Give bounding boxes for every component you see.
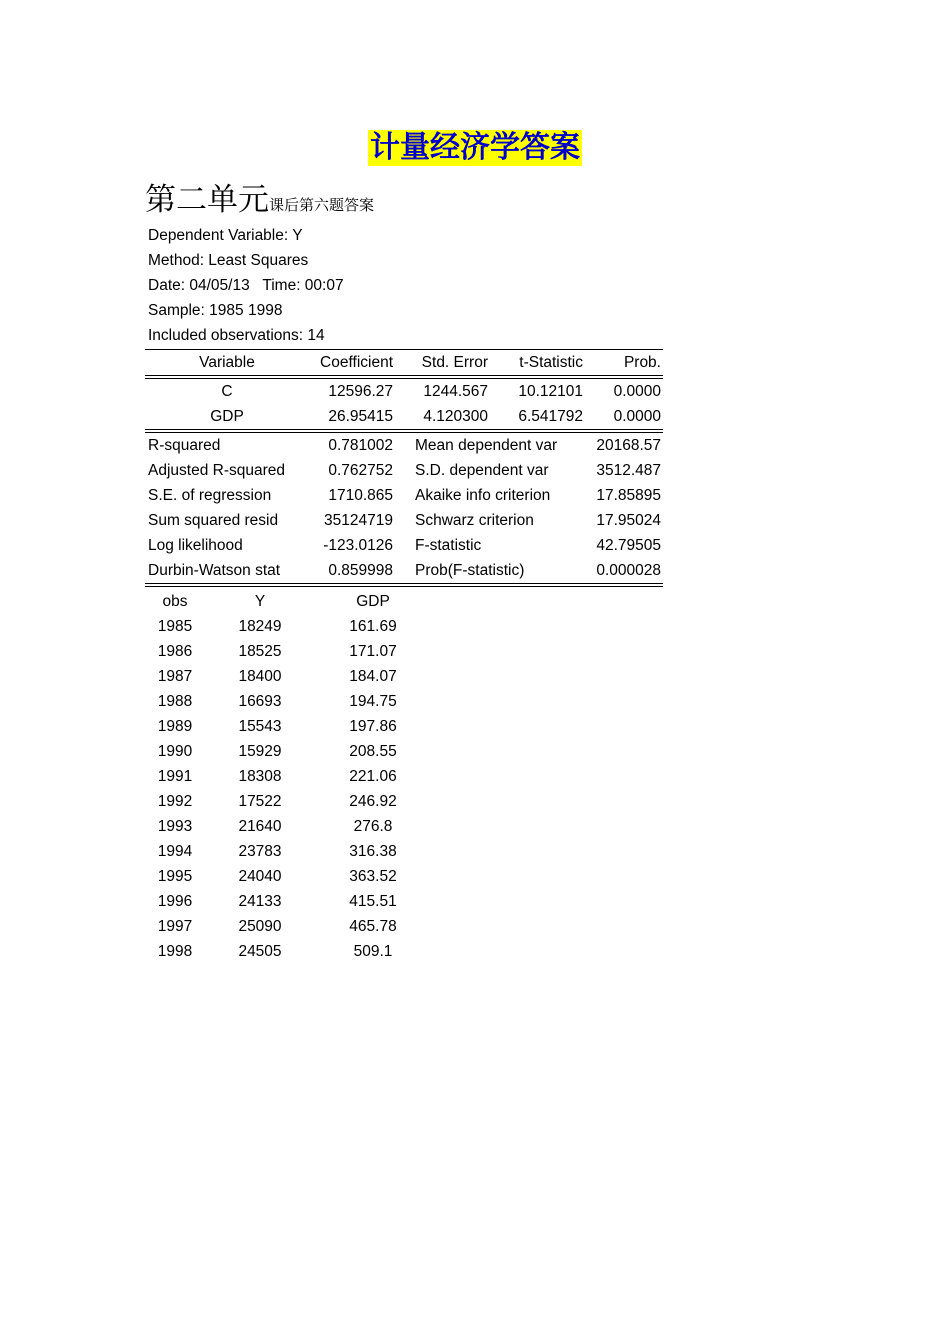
cell-obs: 1995 [157,868,193,885]
cell-gdp: 221.06 [349,768,397,785]
header-y: Y [254,593,266,610]
header-t-statistic: t-Statistic [519,354,583,371]
stat-label: R-squared [148,437,221,454]
header-gdp: GDP [356,593,390,610]
divider [145,429,663,430]
stat-label: Sum squared resid [148,512,279,529]
cell-y: 21640 [238,818,282,835]
table-row [145,914,405,939]
cell-gdp: 246.92 [349,793,397,810]
stat-label: Log likelihood [148,537,243,554]
cell-gdp: 363.52 [349,868,397,885]
cell-obs: 1992 [157,793,193,810]
unit-label: 第二单元 [145,182,269,218]
cell-y: 24505 [238,943,282,960]
table-row [145,639,405,664]
cell-obs: 1985 [157,618,193,635]
stat-label: Mean dependent var [415,437,558,454]
cell-y: 15929 [238,743,282,760]
stat-label: F-statistic [415,537,482,554]
cell-obs: 1990 [157,743,193,760]
cell-obs: 1988 [157,693,193,710]
header-variable: Variable [199,354,255,371]
cell-obs: 1994 [157,843,193,860]
stat-value: 35124719 [324,512,393,529]
stat-row [145,533,663,558]
exercise-label: 课后第六题答案 [269,196,375,214]
stat-value: 17.85895 [596,487,661,504]
stat-value: 0.781002 [328,437,393,454]
table-row [145,689,405,714]
coef-variable: GDP [210,408,244,425]
stat-value: 0.000028 [596,562,661,579]
cell-y: 18308 [238,768,282,785]
page-title: 计量经济学答案 [370,130,580,165]
coef-header-row [145,350,663,375]
meta-sample: Sample: 1985 1998 [148,302,283,319]
regression-output [145,349,663,587]
cell-obs: 1989 [157,718,193,735]
table-row [145,614,405,639]
cell-y: 24133 [238,893,282,910]
cell-y: 18249 [238,618,282,635]
cell-y: 15543 [238,718,282,735]
meta-method: Method: Least Squares [148,252,309,269]
stat-value: 0.762752 [328,462,393,479]
table-row [145,939,405,964]
stat-value: 1710.865 [328,487,393,504]
stat-value: 17.95024 [596,512,661,529]
cell-y: 17522 [238,793,282,810]
table-row [145,839,405,864]
cell-obs: 1991 [157,768,193,785]
header-coefficient: Coefficient [320,354,393,371]
cell-obs: 1997 [157,918,193,935]
section-heading [145,178,374,222]
cell-gdp: 415.51 [349,893,397,910]
table-row [145,864,405,889]
cell-gdp: 197.86 [349,718,397,735]
data-header-row [145,589,405,614]
coef-std-error: 4.120300 [423,408,488,425]
divider [145,375,663,376]
stat-label: S.D. dependent var [415,462,549,479]
header-obs: obs [162,593,188,610]
cell-y: 16693 [238,693,282,710]
stat-label: Schwarz criterion [415,512,534,529]
divider [145,583,663,584]
cell-obs: 1986 [157,643,193,660]
cell-gdp: 161.69 [349,618,397,635]
cell-obs: 1993 [157,818,193,835]
coef-row [145,404,663,429]
stat-row [145,483,663,508]
meta-dependent-variable: Dependent Variable: Y [148,227,303,244]
coef-row [145,379,663,404]
stat-value: 42.79505 [596,537,661,554]
cell-gdp: 465.78 [349,918,397,935]
stat-label: Prob(F-statistic) [415,562,525,579]
cell-y: 24040 [238,868,282,885]
coef-t-statistic: 6.541792 [518,408,583,425]
header-std-error: Std. Error [421,354,488,371]
cell-gdp: 316.38 [349,843,397,860]
table-row [145,789,405,814]
cell-obs: 1998 [157,943,193,960]
data-table [145,589,405,964]
stat-value: 3512.487 [596,462,661,479]
stat-row [145,508,663,533]
stat-label: Durbin-Watson stat [148,562,281,579]
stat-value: -123.0126 [323,537,393,554]
cell-gdp: 509.1 [353,943,393,960]
coef-prob: 0.0000 [613,383,661,400]
header-prob: Prob. [623,354,661,371]
cell-y: 25090 [238,918,282,935]
table-row [145,764,405,789]
table-row [145,664,405,689]
stat-row [145,558,663,583]
cell-gdp: 171.07 [349,643,397,660]
coef-t-statistic: 10.12101 [518,383,583,400]
cell-y: 18525 [238,643,282,660]
coef-coefficient: 26.95415 [328,408,393,425]
stat-value: 20168.57 [596,437,661,454]
stat-label: Adjusted R-squared [148,462,285,479]
title-container [0,130,950,166]
table-row [145,739,405,764]
cell-gdp: 194.75 [349,693,397,710]
stat-label: Akaike info criterion [415,487,551,504]
cell-gdp: 208.55 [349,743,397,760]
coef-variable: C [221,383,233,400]
table-row [145,714,405,739]
regression-meta [148,226,344,351]
stat-row [145,458,663,483]
cell-obs: 1996 [157,893,193,910]
coef-std-error: 1244.567 [423,383,488,400]
table-row [145,889,405,914]
cell-y: 23783 [238,843,282,860]
stat-value: 0.859998 [328,562,393,579]
divider [145,586,663,587]
cell-gdp: 276.8 [353,818,393,835]
stat-row [145,433,663,458]
cell-y: 18400 [238,668,282,685]
coef-prob: 0.0000 [613,408,661,425]
coef-coefficient: 12596.27 [328,383,393,400]
stat-label: S.E. of regression [148,487,272,504]
cell-gdp: 184.07 [349,668,397,685]
meta-date-time: Date: 04/05/13 Time: 00:07 [148,277,344,294]
cell-obs: 1987 [157,668,193,685]
meta-observations: Included observations: 14 [148,327,325,344]
table-row [145,814,405,839]
data-rows [145,614,405,964]
